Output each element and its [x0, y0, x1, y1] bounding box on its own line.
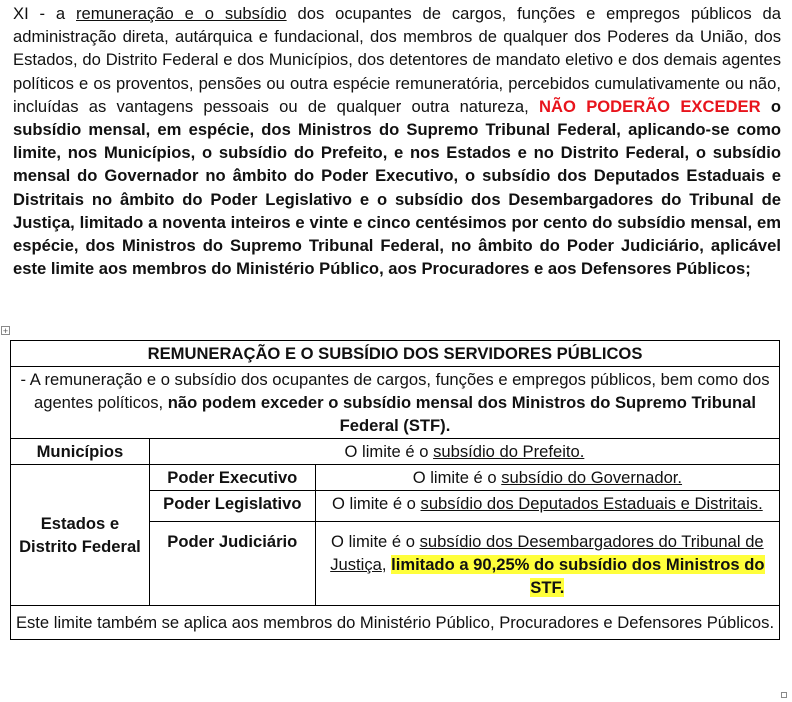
limit-prefix: O limite é o [344, 442, 434, 461]
summary-table [10, 340, 780, 640]
table-row [11, 439, 780, 465]
para-red-emphasis: NÃO PODERÃO EXCEDER [539, 96, 761, 116]
limit-prefix: O limite é o [412, 468, 502, 487]
intro-text: - A remuneração e o subsídio dos ocupantes de cargos, funções e empregos públicos, bem como dos agentes políticos, [20, 370, 770, 412]
table-row [11, 341, 780, 367]
table-title: REMUNERAÇÃO E O SUBSÍDIO DOS SERVIDORES PÚBLICOS [11, 341, 780, 367]
table-row [11, 606, 780, 640]
limit-highlight: limitado a 90,25% do subsídio dos Ministros do STF. [391, 555, 765, 597]
table-row [11, 367, 780, 439]
limit-underlined: subsídio do Governador. [501, 468, 683, 487]
estados-label: Estados e Distrito Federal [11, 465, 150, 606]
judiciario-label: Poder Judiciário [149, 522, 315, 606]
judiciario-limit [315, 522, 779, 606]
limit-prefix: O limite é o [331, 532, 420, 551]
table-row [11, 465, 780, 491]
table-footer: Este limite também se aplica aos membros do Ministério Público, Procuradores e Defensores Públicos. [11, 606, 780, 640]
municipios-label: Municípios [11, 439, 150, 465]
municipios-limit [149, 439, 779, 465]
legislativo-label: Poder Legislativo [149, 491, 315, 522]
para-text-1: XI - a [13, 4, 77, 23]
limit-prefix: O limite é o [331, 494, 421, 513]
resize-handle-icon[interactable] [781, 692, 787, 698]
constitution-paragraph [13, 2, 781, 280]
limit-underlined: subsídio dos Deputados Estaduais e Distritais. [420, 494, 763, 513]
executivo-limit [315, 465, 779, 491]
limit-underlined: subsídio do Prefeito. [433, 442, 585, 461]
limit-underlined: subsídio dos Desembargadores do Tribunal de Justiça [330, 532, 764, 574]
intro-bold-text: não podem exceder o subsídio mensal dos Ministros do Supremo Tribunal Federal (STF). [167, 393, 757, 435]
para-text-2: dos ocupantes de cargos, funções e empregos públicos da administração direta, autárquica e fundacional, dos membros de qualquer dos Poderes da União, dos Estados, do Distrito Federal e dos Municípios, dos detentores de mandato eletivo e dos demais agentes políticos e os proventos, pensões ou outra espécie remuneratória, percebidos cumulativamente ou não, incluídas as vantagens pessoais ou de qualquer outra natureza, [13, 4, 782, 116]
executivo-label: Poder Executivo [149, 465, 315, 491]
move-handle-icon[interactable]: + [2, 326, 9, 336]
para-bold-text: o subsídio mensal, em espécie, dos Ministros do Supremo Tribunal Federal, aplicando-se como limite, nos Municípios, o subsídio do Prefeito, e nos Estados e no Distrito Federal, o subsídio mensal do Governador no âmbito do Poder Executivo, o subsídio dos Deputados Estaduais e Distritais no âmbito do Poder Legislativo e o subsídio dos Desembargadores do Tribunal de Justiça, limitado a noventa inteiros e vinte e cinco centésimos por cento do subsídio mensal, em espécie, dos Ministros do Supremo Tribunal Federal, no âmbito do Poder Judiciário, aplicável este limite aos membros do Ministério Público, aos Procuradores e aos Defensores Públicos; [13, 96, 782, 279]
legislativo-limit [315, 491, 779, 522]
table-intro [11, 367, 780, 439]
limit-comma: , [381, 555, 392, 574]
para-underlined: remuneração e o subsídio [76, 4, 287, 23]
